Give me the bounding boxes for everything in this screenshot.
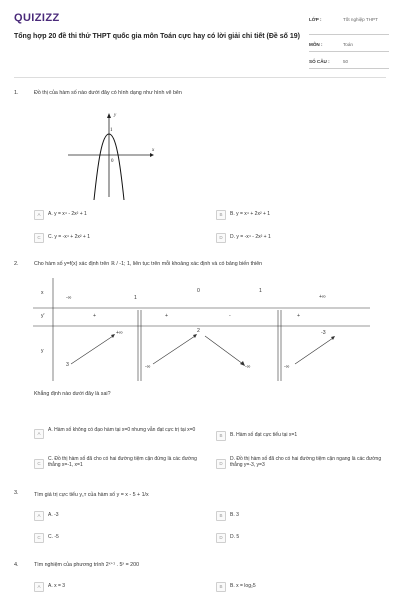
x-axis-arrow <box>150 153 154 157</box>
meta-panel <box>309 14 389 69</box>
graph-origin-label: 0 <box>111 159 114 164</box>
class-label: LỚP : <box>309 17 322 22</box>
option-letter-box: C <box>34 233 44 243</box>
option-text: B. x = log₂5 <box>230 583 256 589</box>
option-letter-box: D <box>216 233 226 243</box>
meta-row-class <box>309 14 389 35</box>
y-value: +∞ <box>116 330 123 336</box>
question-2-number: 2. <box>14 261 19 267</box>
header-divider <box>14 77 386 78</box>
option-text: A. Hàm số không có đạo hàm tại x=0 nhưng vẫn đạt cực trị tại x=0 <box>48 427 196 433</box>
option-letter-box: B <box>216 511 226 521</box>
table-y-label: y <box>41 348 44 354</box>
option-text: A. x = 3 <box>48 583 66 589</box>
option-text: A. -3 <box>48 512 59 518</box>
option-text: A. y = x⁴ - 2x² + 1 <box>48 211 87 217</box>
question-2-prompt: Khẳng định nào dưới đây là sai? <box>34 391 111 397</box>
sign-value: - <box>229 313 231 319</box>
x-value: 0 <box>197 288 200 294</box>
table-x-label: x <box>41 290 44 296</box>
x-value: 1 <box>134 295 137 301</box>
sign-value: + <box>93 313 97 319</box>
option-text: D. 5 <box>230 534 240 540</box>
y-value: -∞ <box>284 364 290 370</box>
option-letter-box: C <box>34 459 44 469</box>
graph-x-label: x <box>152 148 155 153</box>
option-letter-box: D <box>216 533 226 543</box>
y-value: 2 <box>197 328 200 334</box>
x-value: +∞ <box>319 294 326 300</box>
x-value: -∞ <box>66 295 72 301</box>
option-text: B. 3 <box>230 512 239 518</box>
option-text: B. y = x⁴ + 2x² + 1 <box>230 211 271 217</box>
x-value: 1 <box>259 288 262 294</box>
option-letter-box: D <box>216 459 226 469</box>
y-value: 3 <box>66 362 69 368</box>
option-text: C. Đồ thị hàm số đã cho có hai đường tiệm cận đứng là các đường thẳng x=-1, x=1 <box>48 456 197 468</box>
question-1-graph <box>58 112 158 202</box>
option-letter-box: A <box>34 210 44 220</box>
y-value: -∞ <box>245 364 251 370</box>
option-text: C. y = -x⁴ + 2x² + 1 <box>48 234 91 240</box>
option-letter-box: A <box>34 582 44 592</box>
option-text: C. -5 <box>48 534 59 540</box>
variation-table <box>33 278 370 381</box>
option-letter-box: A <box>34 511 44 521</box>
option-letter-box: C <box>34 533 44 543</box>
graph-y-label: y <box>114 113 117 118</box>
question-count-value: 50 <box>343 59 349 64</box>
graph-tick-label: 1 <box>110 128 113 133</box>
quizizz-logo: QUIZIZZ <box>14 12 60 24</box>
option-letter-box: B <box>216 582 226 592</box>
y-value: -∞ <box>145 364 151 370</box>
option-letter-box: B <box>216 210 226 220</box>
question-1-text: Đồ thị của hàm số nào dưới đây có hình dạng như hình vẽ bên <box>34 90 182 96</box>
subject-label: MÔN : <box>309 42 323 47</box>
question-3-text: Tìm giá trị cực tiểu y꜀ᴛ của hàm số y = x - 5 + 1/x <box>34 492 149 498</box>
sign-value: + <box>165 313 169 319</box>
class-value: Tốt nghiệp THPT <box>343 17 378 22</box>
option-text: B. Hàm số đạt cực tiểu tại x=1 <box>230 432 298 438</box>
sign-value: + <box>297 313 301 319</box>
document-title: Tổng hợp 20 đề thi thử THPT quốc gia môn Toán cực hay có lời giải chi tiết (Đề số 19) <box>14 33 300 40</box>
question-count-label: SỐ CÂU : <box>309 59 330 64</box>
meta-row-count <box>309 54 389 69</box>
question-2-text: Cho hàm số y=f(x) xác định trên ℝ / -1; 1, liên tục trên mỗi khoảng xác định và có bảng biến thiên <box>34 261 263 267</box>
table-yprime-label: y' <box>41 313 45 319</box>
y-axis-arrow <box>107 113 111 118</box>
meta-row-subject <box>309 37 389 52</box>
question-4-text: Tìm nghiệm của phương trình 2ˣ⁺¹ . 5ˣ = 200 <box>34 562 140 568</box>
option-text: D. y = -x⁴ - 2x² + 1 <box>230 234 271 240</box>
question-4-number: 4. <box>14 562 19 568</box>
question-3-number: 3. <box>14 490 19 496</box>
y-value: -3 <box>321 330 326 336</box>
subject-value: Toán <box>343 42 353 47</box>
question-1-number: 1. <box>14 90 19 96</box>
option-letter-box: A <box>34 429 44 439</box>
option-text: D. Đồ thị hàm số đã cho có hai đường tiệm cận ngang là các đường thẳng y=-3, y=3 <box>230 456 382 468</box>
option-letter-box: B <box>216 431 226 441</box>
